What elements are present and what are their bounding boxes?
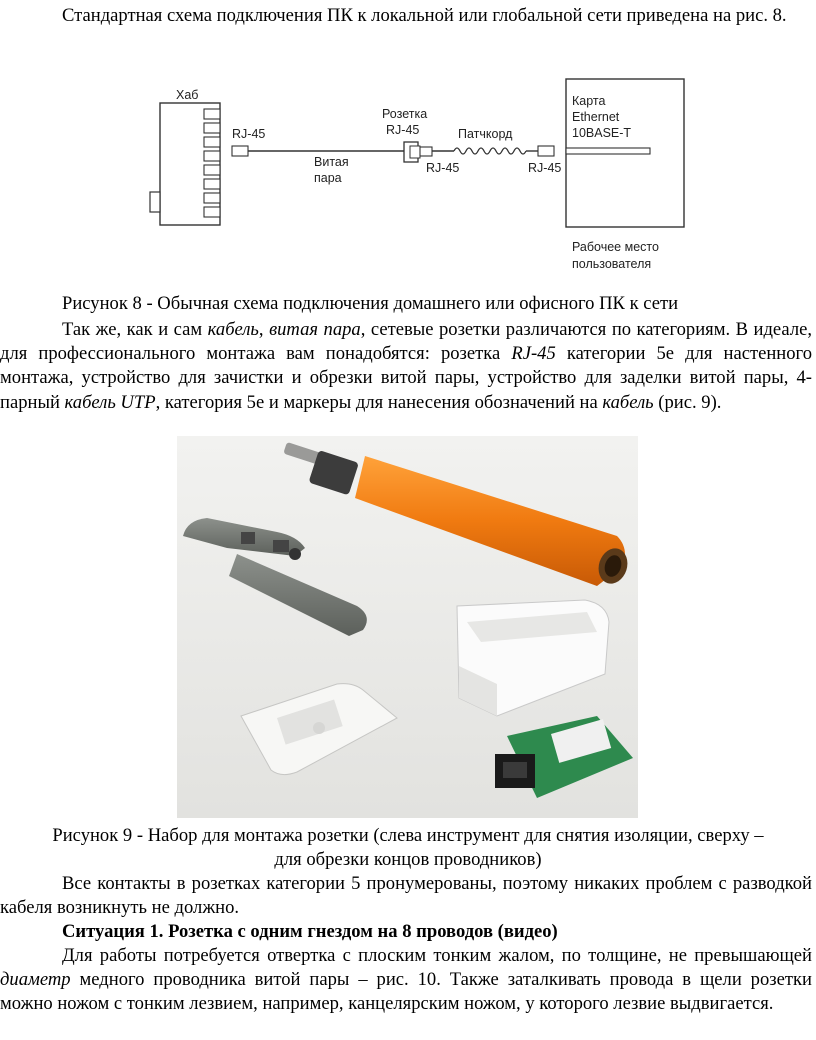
intro-paragraph: Стандартная схема подключения ПК к локальной или глобальной сети приведена на рис. 8.: [62, 5, 787, 26]
body-paragraph-categories: Так же, как и сам кабель, витая пара, сетевые розетки различаются по категориям. В идеале, для профессионального монтажа вам понадобятся: розетка RJ-45 категории 5е для настенного монтажа, устройство для зачистки и обрезки витой пары, устройство для заделки витой пары, 4-парный кабель UTP, категория 5е и маркеры для нанесения обозначений на кабель (рис. 9).: [0, 319, 813, 413]
patchcord-cable: [454, 148, 526, 154]
hub-label: Хаб: [176, 88, 199, 102]
patchcord-label: Патчкорд: [458, 127, 513, 141]
rj45-plug-right: [538, 146, 554, 156]
twisted-pair-label-2: пара: [314, 171, 342, 185]
rj45-mid-label: RJ-45: [426, 161, 460, 175]
card-label-2: Ethernet: [572, 110, 620, 124]
rj45-right-label: RJ-45: [528, 161, 562, 175]
rj45-plug-left: [232, 146, 248, 156]
workplace-label-1: Рабочее место: [572, 240, 659, 254]
section-heading: Ситуация 1. Розетка с одним гнездом на 8 проводов (видео): [62, 921, 558, 942]
socket-label-1: Розетка: [382, 107, 428, 121]
figure-8-caption: Рисунок 8 - Обычная схема подключения домашнего или офисного ПК к сети: [62, 293, 679, 314]
figure-9-photo: [177, 436, 638, 818]
card-label-3: 10BASE-T: [572, 126, 632, 140]
figure-9-caption-line-1: Рисунок 9 - Набор для монтажа розетки (слева инструмент для снятия изоляции, сверху –: [52, 825, 764, 846]
body-paragraph-tools: Для работы потребуется отвертка с плоским тонким жалом, по толщине, не превышающей диаметр медного проводника витой пары – рис. 10. Также заталкивать провода в щели розетки можно ножом с тонким лезвием, например, канцелярским ножом, у которого лезвие выдвигается.: [0, 945, 812, 1015]
hub-side-port: [150, 192, 160, 212]
figure-8-diagram: [148, 76, 688, 276]
twisted-pair-label-1: Витая: [314, 155, 349, 169]
ethernet-card-bar: [566, 148, 650, 154]
workplace-label-2: пользователя: [572, 257, 652, 271]
figure-9-caption-line-2: для обрезки концов проводников): [274, 849, 542, 870]
body-paragraph-contacts: Все контакты в розетках категории 5 пронумерованы, поэтому никаких проблем с разводкой кабеля возникнуть не должно.: [0, 873, 812, 919]
rj45-plug-mid: [420, 147, 432, 156]
socket-label-2: RJ-45: [386, 123, 420, 137]
rj45-left-label: RJ-45: [232, 127, 266, 141]
card-label-1: Карта: [572, 94, 606, 108]
wall-socket-inner: [410, 146, 420, 158]
